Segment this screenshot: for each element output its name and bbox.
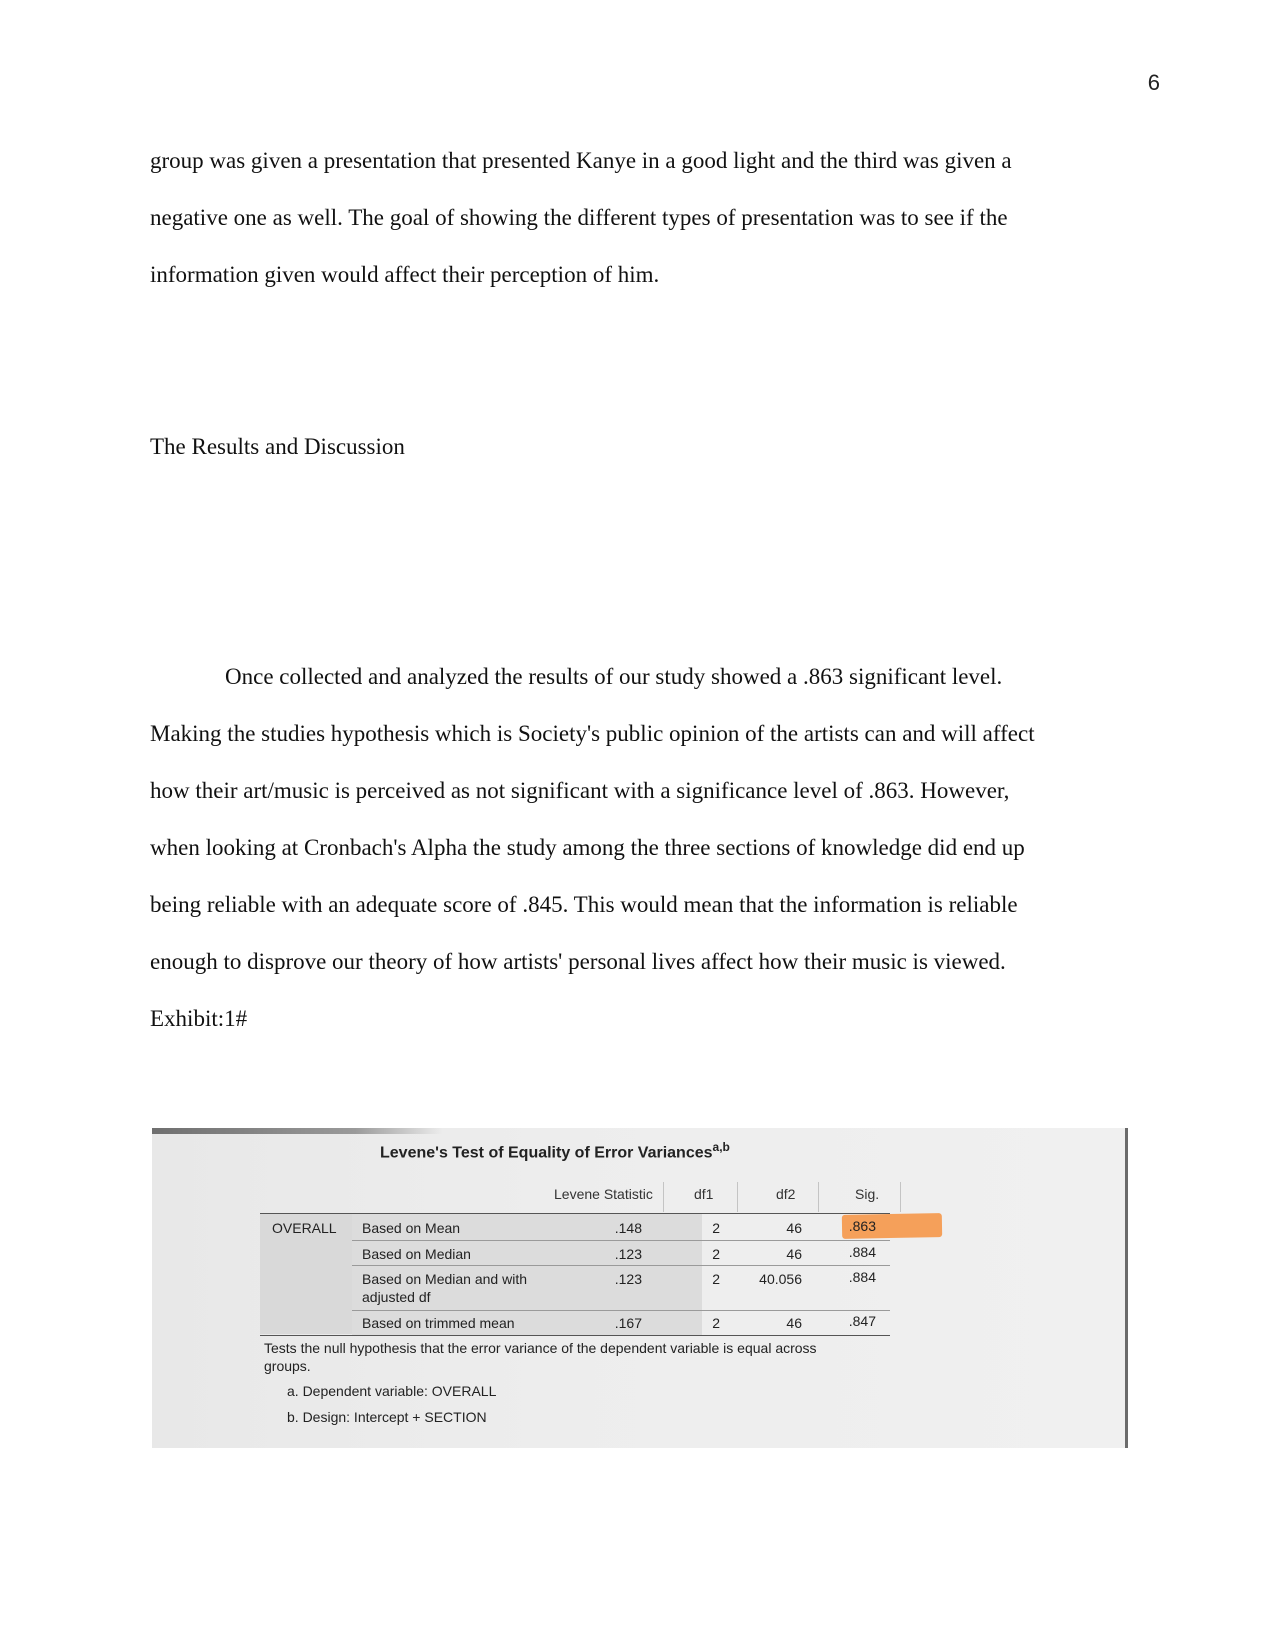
group-label: OVERALL <box>272 1220 337 1236</box>
paragraph-line: group was given a presentation that presented Kanye in a good light and the third was given a <box>150 148 1012 173</box>
sig-value: .863 <box>848 1218 876 1234</box>
row-label: Based on Mean <box>362 1220 461 1236</box>
column-header: Levene Statistic <box>554 1186 653 1202</box>
row-label: Based on Median <box>362 1246 471 1262</box>
section-heading: The Results and Discussion <box>150 434 405 459</box>
table-title: Levene's Test of Equality of Error Variances$^{a,b}$ <box>380 1140 730 1162</box>
paragraph-line: negative one as well. The goal of showing the different types of presentation was to see if the <box>150 205 1008 230</box>
column-header: df2 <box>776 1186 796 1202</box>
exhibit-label: Exhibit:1# <box>150 1006 248 1031</box>
paragraph-line: being reliable with an adequate score of .845. This would mean that the information is reliable <box>150 892 1018 917</box>
df2-value: 46 <box>786 1220 802 1236</box>
df1-value: 2 <box>712 1271 720 1287</box>
photo-edge <box>152 1128 442 1134</box>
df2-value: 40.056 <box>759 1271 802 1287</box>
row-label: Based on Median and with <box>362 1271 527 1287</box>
paragraph-line: how their art/music is perceived as not significant with a significance level of .863. However, <box>150 778 1010 803</box>
footnote: b. Design: Intercept + SECTION <box>287 1409 487 1425</box>
df2-value: 46 <box>786 1315 802 1331</box>
page-number: 6 <box>1147 70 1160 95</box>
levene-value: .148 <box>614 1220 642 1236</box>
df1-value: 2 <box>712 1246 720 1262</box>
footnote: a. Dependent variable: OVERALL <box>287 1383 497 1399</box>
exhibit-photo <box>152 1128 1128 1448</box>
sig-value: .884 <box>848 1269 876 1285</box>
paragraph-line: information given would affect their perception of him. <box>150 262 660 287</box>
df2-value: 46 <box>786 1246 802 1262</box>
df1-value: 2 <box>712 1315 720 1331</box>
paragraph-line: when looking at Cronbach's Alpha the study among the three sections of knowledge did end up <box>150 835 1025 860</box>
table-note: Tests the null hypothesis that the error variance of the dependent variable is equal across <box>264 1340 817 1356</box>
sig-value: .847 <box>848 1313 876 1329</box>
paragraph-line: Once collected and analyzed the results of our study showed a .863 significant level. <box>225 664 1003 689</box>
sig-value: .884 <box>848 1244 876 1260</box>
df1-value: 2 <box>712 1220 720 1236</box>
column-header: Sig. <box>855 1186 880 1202</box>
row-label: Based on trimmed mean <box>362 1315 515 1331</box>
levene-value: .123 <box>614 1246 642 1262</box>
photo-edge <box>1125 1128 1128 1448</box>
table-note: groups. <box>264 1358 311 1374</box>
paragraph-line: Making the studies hypothesis which is Society's public opinion of the artists can and will affect <box>150 721 1035 746</box>
paragraph-line: enough to disprove our theory of how artists' personal lives affect how their music is viewed. <box>150 949 1006 974</box>
column-header: df1 <box>694 1186 714 1202</box>
levene-value: .123 <box>614 1271 642 1287</box>
levene-value: .167 <box>614 1315 642 1331</box>
row-label-continued: adjusted df <box>362 1289 431 1305</box>
